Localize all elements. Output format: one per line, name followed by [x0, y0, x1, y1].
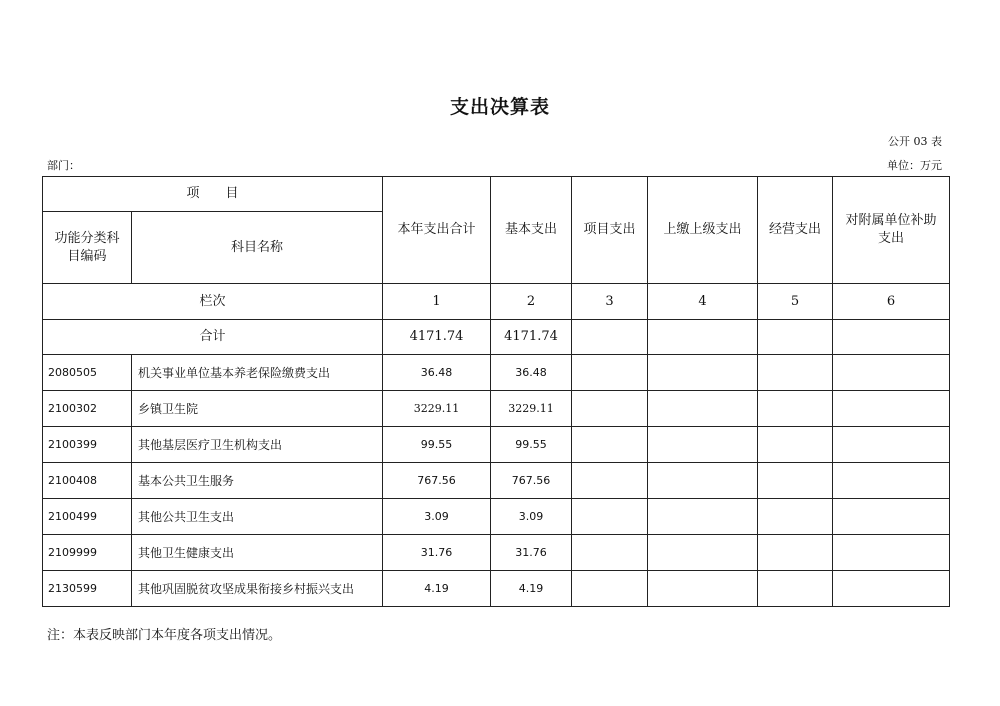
row-name: 基本公共卫生服务 — [132, 463, 383, 499]
row-total: 31.76 — [383, 535, 491, 571]
table-row — [43, 391, 950, 427]
row-name: 乡镇卫生院 — [132, 391, 383, 427]
empty-cell — [833, 535, 950, 571]
header-upper: 上缴上级支出 — [648, 177, 758, 284]
empty-cell — [833, 463, 950, 499]
row-total: 767.56 — [383, 463, 491, 499]
row-basic: 99.55 — [491, 427, 572, 463]
header-business: 经营支出 — [758, 177, 833, 284]
header-basic: 基本支出 — [491, 177, 572, 284]
header-func-code: 功能分类科目编码 — [43, 212, 132, 284]
empty-cell — [572, 499, 648, 535]
empty-cell — [833, 391, 950, 427]
row-code: 2080505 — [43, 355, 132, 391]
empty-cell — [758, 535, 833, 571]
table-row — [43, 571, 950, 607]
empty-cell — [758, 571, 833, 607]
row-total: 4.19 — [383, 571, 491, 607]
header-subject-name: 科目名称 — [132, 212, 383, 284]
table-row — [43, 463, 950, 499]
row-basic: 36.48 — [491, 355, 572, 391]
empty-cell — [758, 463, 833, 499]
empty-cell — [758, 499, 833, 535]
header-project: 项目支出 — [572, 177, 648, 284]
table-row — [43, 535, 950, 571]
empty-cell — [572, 391, 648, 427]
empty-cell — [758, 320, 833, 355]
empty-cell — [648, 499, 758, 535]
empty-cell — [572, 355, 648, 391]
row-basic: 3.09 — [491, 499, 572, 535]
empty-cell — [833, 571, 950, 607]
column-index-label: 栏次 — [43, 284, 383, 320]
header-subsidy: 对附属单位补助支出 — [833, 177, 950, 284]
empty-cell — [572, 535, 648, 571]
row-code: 2130599 — [43, 571, 132, 607]
row-name: 其他卫生健康支出 — [132, 535, 383, 571]
empty-cell — [758, 391, 833, 427]
empty-cell — [572, 427, 648, 463]
row-total: 3229.11 — [383, 391, 491, 427]
row-code: 2100499 — [43, 499, 132, 535]
column-index: 3 — [572, 284, 648, 320]
empty-cell — [572, 320, 648, 355]
department-label: 部门： — [47, 159, 80, 172]
row-basic: 4.19 — [491, 571, 572, 607]
table-row — [43, 427, 950, 463]
page-title: 支出决算表 — [449, 96, 550, 118]
row-total: 36.48 — [383, 355, 491, 391]
unit-label: 单位：万元 — [887, 159, 942, 172]
expenditure-table — [42, 176, 950, 607]
table-row — [43, 355, 950, 391]
empty-cell — [833, 355, 950, 391]
table-row — [43, 499, 950, 535]
row-total: 3.09 — [383, 499, 491, 535]
row-name: 其他公共卫生支出 — [132, 499, 383, 535]
row-total: 99.55 — [383, 427, 491, 463]
empty-cell — [758, 427, 833, 463]
row-basic: 767.56 — [491, 463, 572, 499]
empty-cell — [758, 355, 833, 391]
total-label: 合计 — [43, 320, 383, 355]
empty-cell — [648, 427, 758, 463]
empty-cell — [572, 463, 648, 499]
empty-cell — [648, 355, 758, 391]
row-code: 2109999 — [43, 535, 132, 571]
column-index: 5 — [758, 284, 833, 320]
header-total: 本年支出合计 — [383, 177, 491, 284]
empty-cell — [648, 535, 758, 571]
column-index: 1 — [383, 284, 491, 320]
empty-cell — [833, 499, 950, 535]
row-name: 其他巩固脱贫攻坚成果衔接乡村振兴支出 — [132, 571, 383, 607]
column-index: 6 — [833, 284, 950, 320]
row-basic: 31.76 — [491, 535, 572, 571]
empty-cell — [648, 391, 758, 427]
row-basic: 3229.11 — [491, 391, 572, 427]
row-code: 2100399 — [43, 427, 132, 463]
total-sum: 4171.74 — [383, 320, 491, 355]
empty-cell — [833, 427, 950, 463]
empty-cell — [648, 463, 758, 499]
row-name: 其他基层医疗卫生机构支出 — [132, 427, 383, 463]
header-item: 项 目 — [43, 177, 383, 212]
column-index: 4 — [648, 284, 758, 320]
total-basic: 4171.74 — [491, 320, 572, 355]
column-index: 2 — [491, 284, 572, 320]
empty-cell — [833, 320, 950, 355]
table-code-label: 公开 03 表 — [888, 135, 942, 148]
empty-cell — [648, 571, 758, 607]
empty-cell — [648, 320, 758, 355]
footnote: 注：本表反映部门本年度各项支出情况。 — [47, 628, 282, 643]
row-code: 2100302 — [43, 391, 132, 427]
empty-cell — [572, 571, 648, 607]
row-code: 2100408 — [43, 463, 132, 499]
row-name: 机关事业单位基本养老保险缴费支出 — [132, 355, 383, 391]
